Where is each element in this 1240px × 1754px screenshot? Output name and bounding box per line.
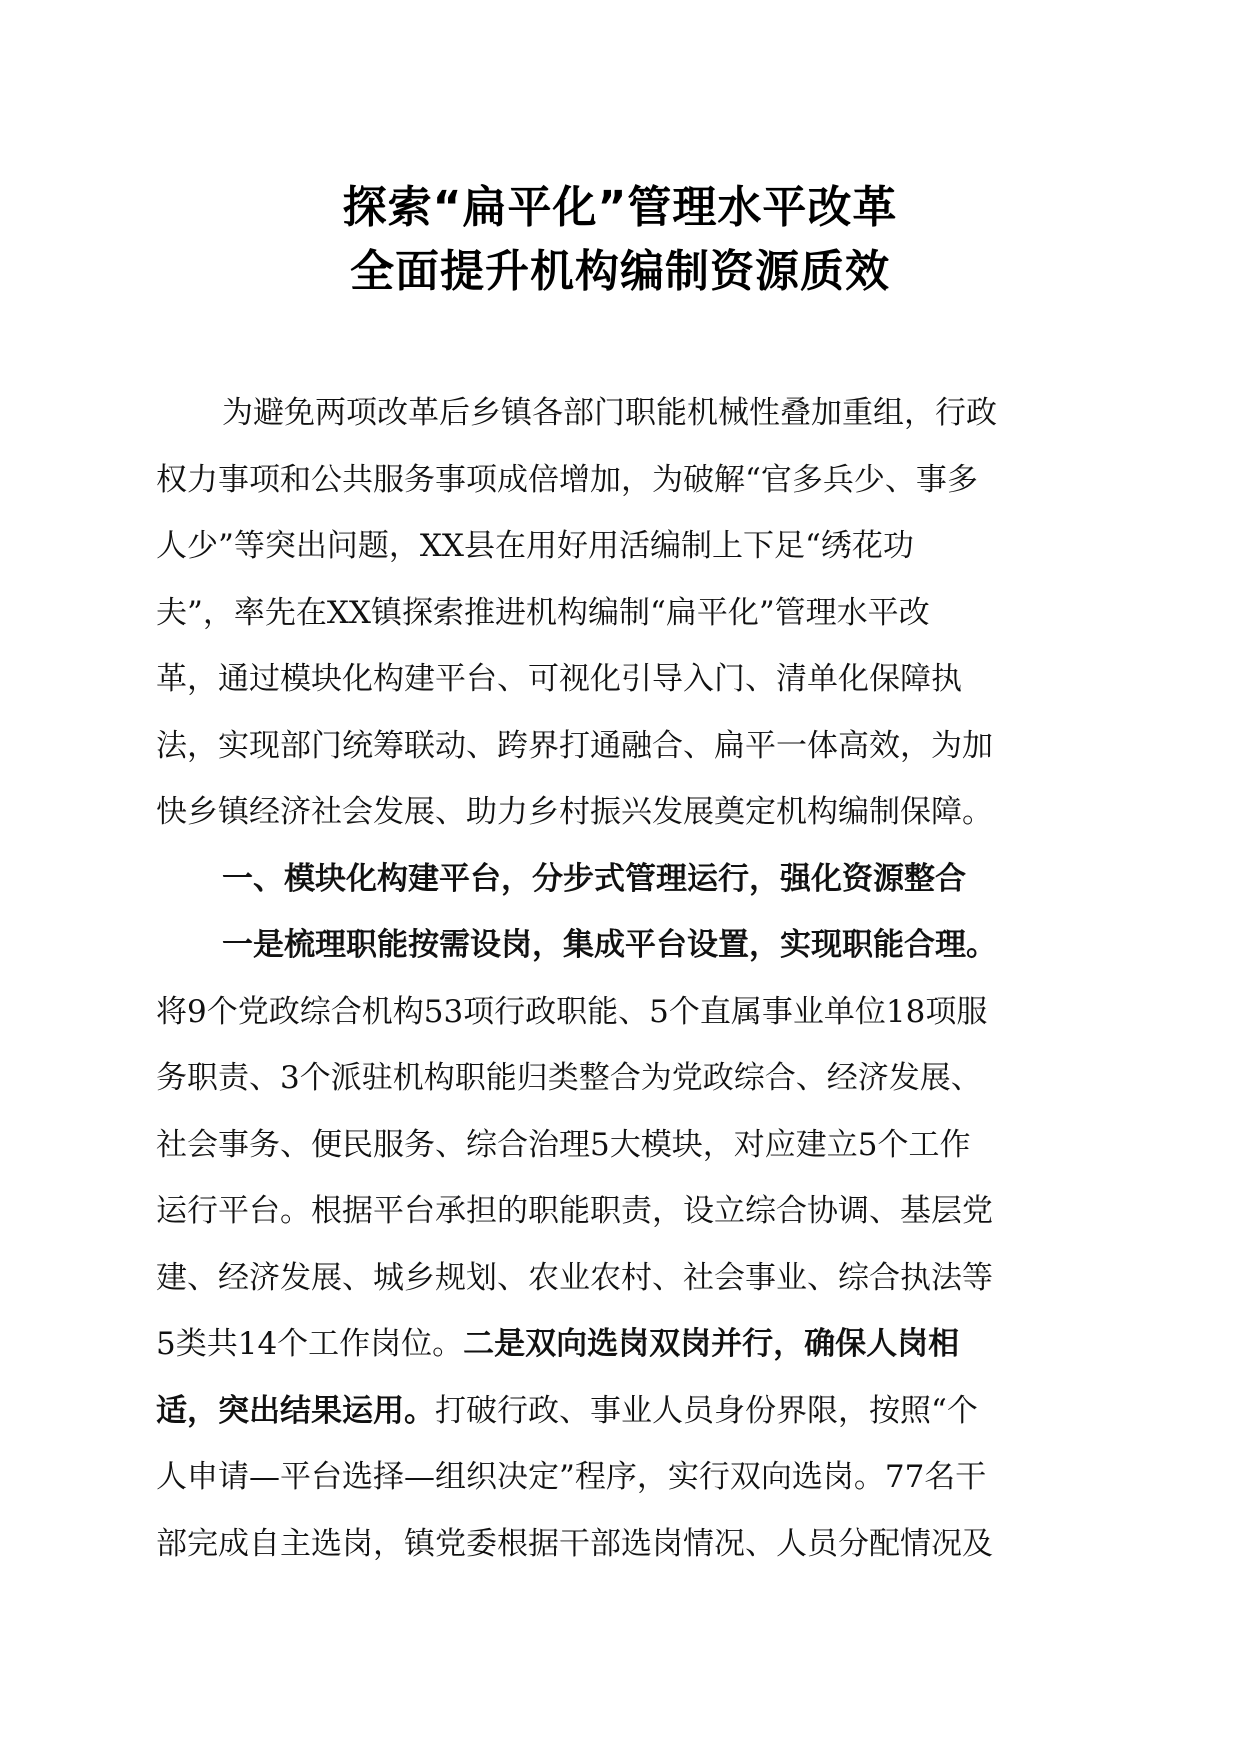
title-line-1: 探索“扁平化”管理水平改革 bbox=[342, 182, 898, 233]
section-1-heading: 一、模块化构建平台，分步式管理运行，强化资源整合 bbox=[222, 860, 966, 897]
point-1-line: 务职责、3个派驻机构职能归类整合为党政综合、经济发展、 bbox=[156, 1060, 982, 1096]
point-1-paragraph bbox=[156, 912, 1074, 1577]
document-title bbox=[0, 176, 1240, 304]
intro-line: 权力事项和公共服务事项成倍增加，为破解“官多兵少、事多 bbox=[156, 461, 978, 498]
point-2-heading-part-b: 适，突出结果运用。 bbox=[156, 1392, 435, 1429]
intro-paragraph bbox=[156, 380, 1074, 846]
point-1-tail: 5类共14个工作岗位。 bbox=[156, 1326, 464, 1362]
intro-line: 为避免两项改革后乡镇各部门职能机械性叠加重组，行政 bbox=[222, 395, 997, 431]
point-2-heading-part-a: 二是双向选岗双岗并行，确保人岗相 bbox=[463, 1326, 960, 1362]
intro-line: 快乡镇经济社会发展、助力乡村振兴发展奠定机构编制保障。 bbox=[156, 794, 993, 830]
point-1-line: 将9个党政综合机构53项行政职能、5个直属事业单位18项服 bbox=[156, 993, 988, 1030]
intro-line: 夫”，率先在XX镇探索推进机构编制“扁平化”管理水平改 bbox=[156, 594, 930, 631]
document-body bbox=[156, 380, 1074, 1577]
title-line-2: 全面提升机构编制资源质效 bbox=[350, 246, 890, 297]
point-2-heading-line bbox=[156, 1378, 1074, 1445]
point-1-line: 运行平台。根据平台承担的职能职责，设立综合协调、基层党 bbox=[156, 1193, 993, 1229]
point-2-body-start: 打破行政、事业人员身份界限，按照“个 bbox=[435, 1392, 978, 1429]
point-1-tail-line bbox=[156, 1311, 1074, 1378]
point-2-line: 人申请—平台选择—组织决定”程序，实行双向选岗。77名干 bbox=[156, 1459, 987, 1495]
intro-line: 人少”等突出问题，XX县在用好用活编制上下足“绣花功 bbox=[156, 528, 914, 564]
point-2-line: 部完成自主选岗，镇党委根据干部选岗情况、人员分配情况及 bbox=[156, 1525, 993, 1562]
point-1-heading: 一是梳理职能按需设岗，集成平台设置，实现职能合理。 bbox=[222, 927, 997, 963]
intro-line: 法，实现部门统筹联动、跨界打通融合、扁平一体高效，为加 bbox=[156, 727, 993, 764]
intro-line: 革，通过模块化构建平台、可视化引导入门、清单化保障执 bbox=[156, 661, 962, 697]
point-1-line: 社会事务、便民服务、综合治理5大模块，对应建立5个工作 bbox=[156, 1126, 971, 1163]
point-1-line: 建、经济发展、城乡规划、农业农村、社会事业、综合执法等 bbox=[156, 1259, 993, 1296]
